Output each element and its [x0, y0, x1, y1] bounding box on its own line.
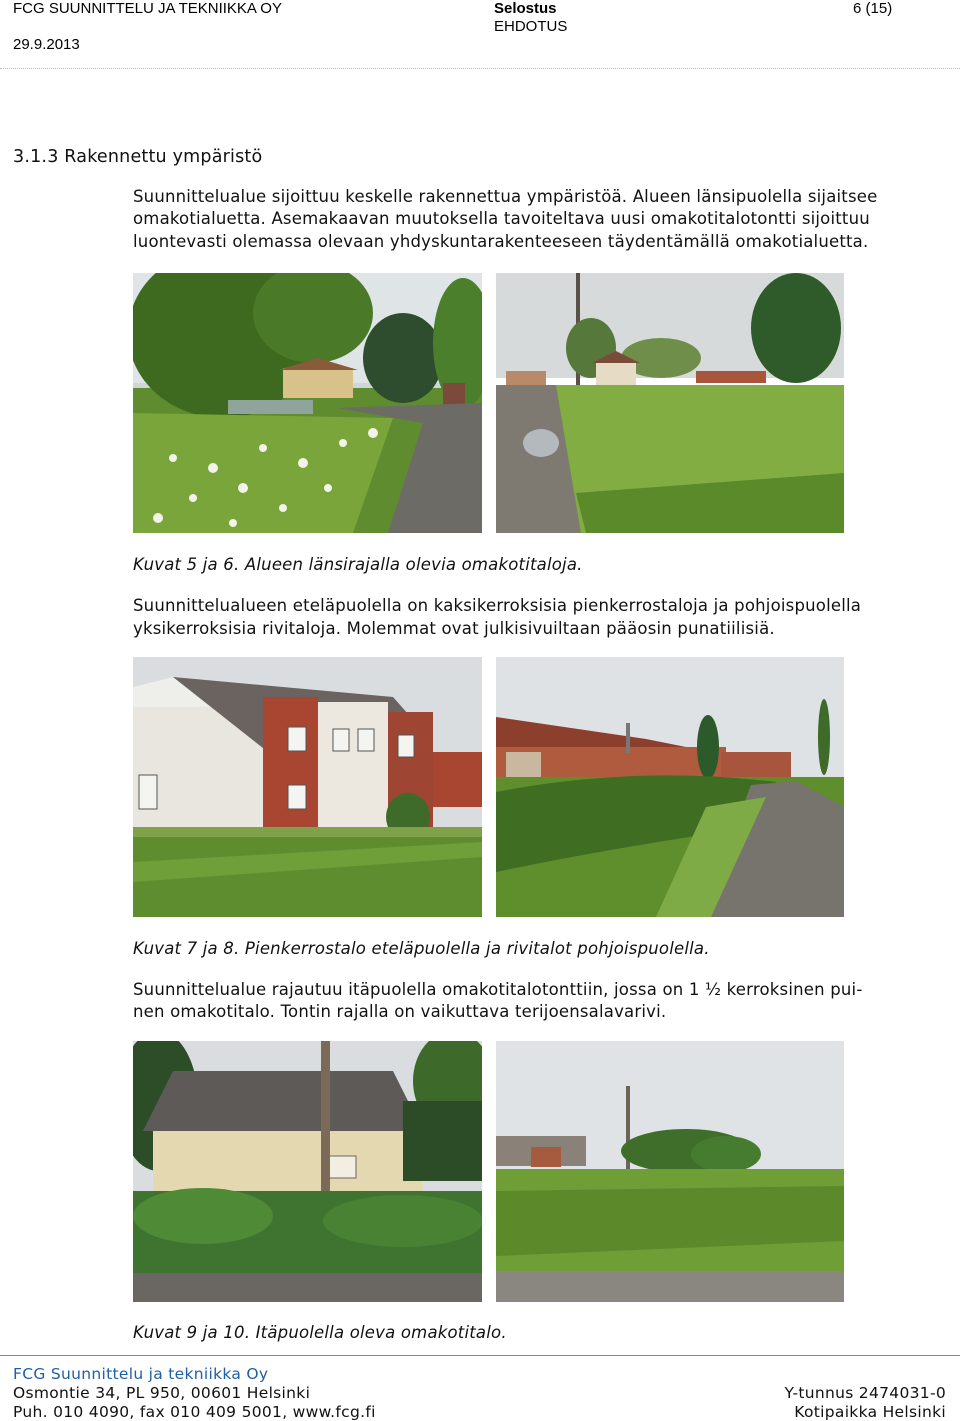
page-number: 6 (15) [853, 0, 893, 17]
photo-7-apartment-building [133, 657, 482, 917]
caption-photos-5-6: Kuvat 5 ja 6. Alueen länsirajalla olevia omakotitaloja. [133, 555, 583, 574]
footer-company: FCG Suunnittelu ja tekniikka Oy [13, 1365, 269, 1383]
footer-divider [0, 1355, 960, 1356]
photo-8-row-houses-road [496, 657, 844, 917]
paragraph-1-line-3: luontevasti olemassa olevaan yhdyskuntarakenteeseen täydentämällä omakotialuetta. [133, 232, 869, 251]
photo-5-residential-street [133, 273, 482, 533]
section-heading: 3.1.3 Rakennettu ympäristö [13, 147, 263, 167]
footer-business-id: Y-tunnus 2474031-0 [784, 1384, 946, 1402]
document-title: Selostus [494, 0, 557, 17]
footer-phone: Puh. 010 4090, fax 010 409 5001, www.fcg.fi [13, 1403, 376, 1421]
photo-9-wooden-house [133, 1041, 482, 1302]
paragraph-2-line-1: Suunnittelualueen eteläpuolella on kaksikerroksisia pienkerrostaloja ja pohjoispuolella [133, 596, 862, 615]
footer-address: Osmontie 34, PL 950, 00601 Helsinki [13, 1384, 311, 1402]
paragraph-1-line-1: Suunnittelualue sijoittuu keskelle rakennettua ympäristöä. Alueen länsipuolella sijaitsee [133, 187, 878, 206]
footer-domicile: Kotipaikka Helsinki [794, 1403, 946, 1421]
paragraph-2-line-2: yksikerroksisia rivitaloja. Molemmat ovat julkisivuiltaan pääosin punatiilisiä. [133, 619, 775, 638]
paragraph-3-line-2: nen omakotitalo. Tontin rajalla on vaikuttava terijoensalavarivi. [133, 1002, 667, 1021]
header-organization: FCG SUUNNITTELU JA TEKNIIKKA OY [13, 0, 282, 17]
photo-6-gravel-road-meadow [496, 273, 844, 533]
document-status: EHDOTUS [494, 18, 568, 35]
photo-10-field-willow-row [496, 1041, 844, 1302]
header-divider [0, 68, 960, 69]
paragraph-3-line-1: Suunnittelualue rajautuu itäpuolella omakotitalotonttiin, jossa on 1 ½ kerroksinen pui- [133, 980, 863, 999]
caption-photos-9-10: Kuvat 9 ja 10. Itäpuolella oleva omakotitalo. [133, 1323, 507, 1342]
paragraph-1-line-2: omakotialuetta. Asemakaavan muutoksella tavoiteltava uusi omakotitalotontti sijoittuu [133, 209, 870, 228]
caption-photos-7-8: Kuvat 7 ja 8. Pienkerrostalo eteläpuolella ja rivitalot pohjoispuolella. [133, 939, 710, 958]
header-date: 29.9.2013 [13, 36, 80, 53]
